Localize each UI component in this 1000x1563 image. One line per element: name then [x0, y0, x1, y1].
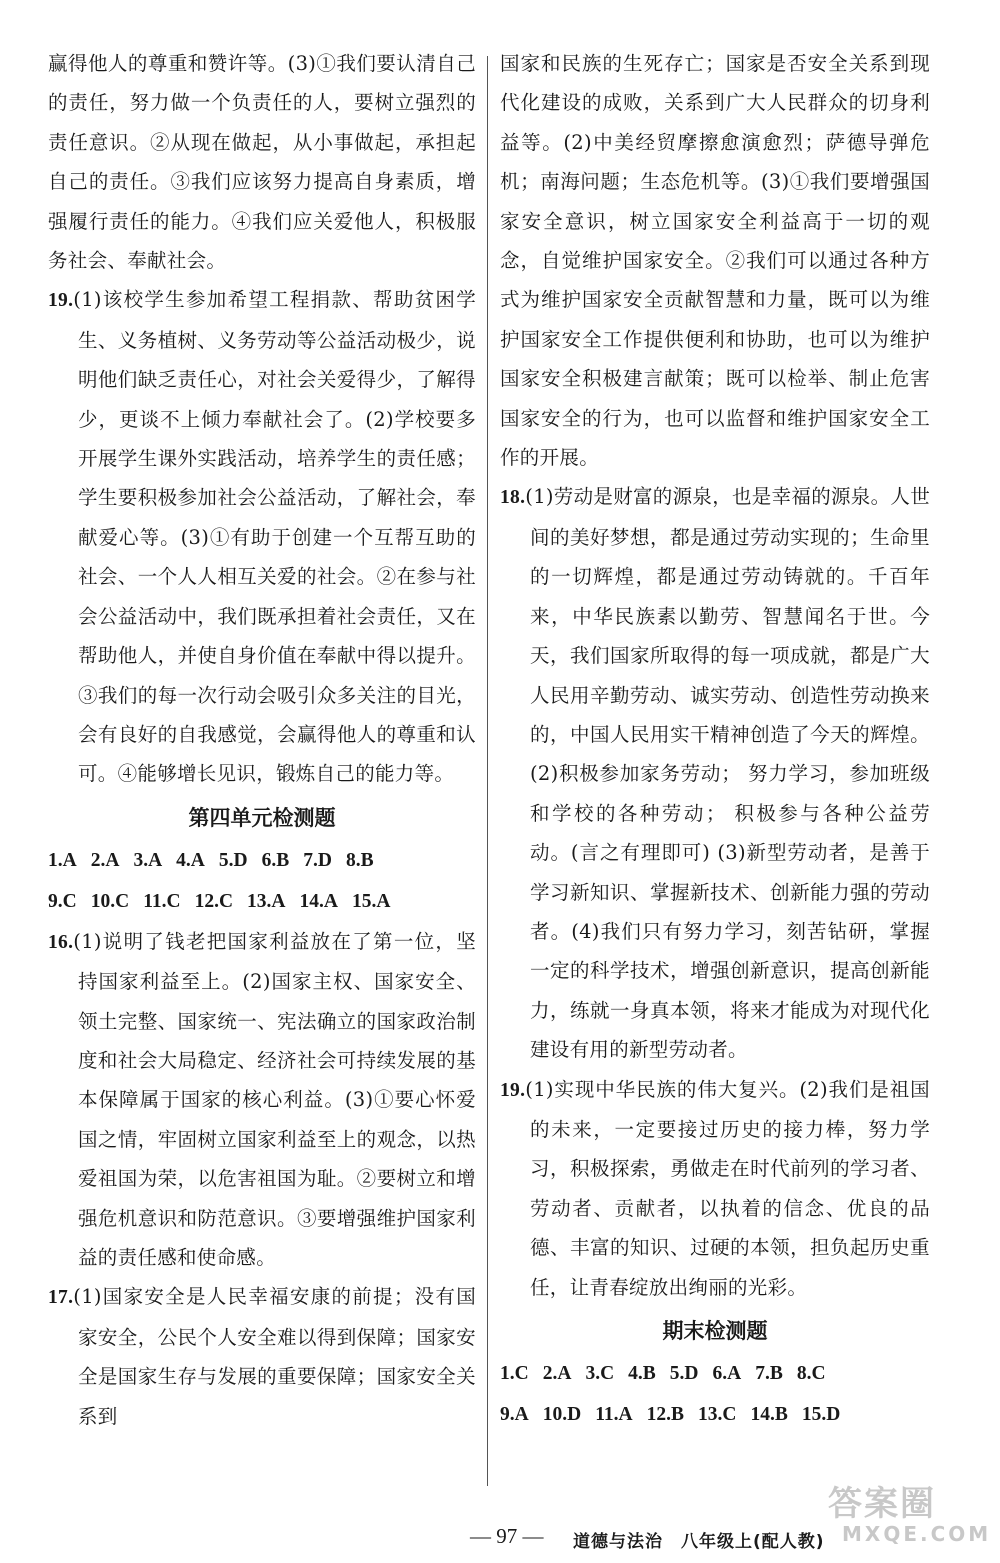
answer-key-item: 14.A [299, 890, 338, 912]
answer-key-item: 5.D [669, 1363, 699, 1384]
answer-key-item: 11.C [143, 890, 181, 912]
answer-key-item: 1.A [48, 849, 77, 871]
answer-key-item: 5.D [218, 849, 248, 871]
answer-key-row [48, 881, 476, 922]
answer-key-row [48, 840, 476, 881]
section-heading-final: 期末检测题 [662, 1319, 768, 1343]
question-number: 19. [500, 1079, 526, 1101]
answer-key-item: 1.C [500, 1363, 529, 1384]
answer-text: (1)劳动是财富的源泉，也是幸福的源泉。人世间的美好梦想，都是通过劳动实现的；生命里的一切辉煌，都是通过劳动铸就的。千百年来，中华民族素以勤劳、智慧闻名于世。今天，我们国家所取得的每一项成就，都是广大人民用辛勤劳动、诚实劳动、创造性劳动换来的，中国人民用实干精神创造了今天的辉煌。(2)积极参加家务劳动； 努力学习，参加班级和学校的各种劳动； 积极参与各种公益劳动。(言之有理即可) (3)新型劳动者，是善于学习新知识、掌握新技术、创新能力强的劳动者。(4)我们只有努力学习，刻苦钻研，掌握一定的科学技术，增强创新意识，提高创新能力，练就一身真本领，将来才能成为对现代化建设有用的新型劳动者。 [525, 485, 931, 1062]
answer-key-item: 9.C [48, 890, 77, 912]
answer-key-item: 6.B [261, 849, 290, 871]
right-column [500, 44, 930, 1435]
answer-key-item: 13.C [697, 1404, 737, 1425]
answer-key-item: 10.C [90, 890, 130, 912]
answer-key-row [500, 1353, 930, 1394]
answer-key-item: 2.A [90, 849, 120, 871]
question-19-answer [500, 1070, 930, 1307]
answer-key-item: 9.A [500, 1404, 529, 1425]
question-number: 16. [48, 931, 74, 953]
answer-key-item: 7.B [755, 1363, 783, 1384]
section-heading-unit4: 第四单元检测题 [188, 805, 336, 830]
question-19-answer [48, 280, 476, 793]
answer-key-item: 8.B [345, 849, 374, 871]
column-divider [487, 56, 488, 1486]
answer-key-item: 15.D [801, 1404, 841, 1425]
answer-key-item: 8.C [796, 1363, 826, 1384]
answer-key-row [500, 1394, 930, 1435]
answer-text: (1)该校学生参加希望工程捐款、帮助贫困学生、义务植树、义务劳动等公益活动极少，说明他们缺乏责任心，对社会关爱得少，了解得少，更谈不上倾力奉献社会了。(2)学校要多开展学生课外实践活动，培养学生的责任感；学生要积极参加社会公益活动，了解社会，奉献爱心等。(3)①有助于创建一个互帮互助的社会、一个人人相互关爱的社会。②在参与社会公益活动中，我们既承担着社会责任，又在帮助他人，并使自身价值在奉献中得以提升。③我们的每一次行动会吸引众多关注的目光，会有良好的自我感觉，会赢得他人的尊重和认可。④能够增长见识，锻炼自己的能力等。 [73, 288, 476, 786]
answer-key-item: 15.A [351, 890, 391, 912]
answer-key-item: 13.A [247, 890, 286, 912]
answer-key-item: 10.D [542, 1404, 582, 1425]
question-number: 18. [500, 487, 526, 509]
watermark-logo [828, 1484, 992, 1556]
question-18-answer [500, 477, 930, 1069]
answer-key-item: 12.B [646, 1404, 684, 1425]
answer-key-item: 7.D [303, 849, 332, 871]
question-16-answer [48, 922, 476, 1278]
answer-key-item: 3.A [133, 849, 163, 871]
answer-key-item: 4.A [176, 849, 205, 871]
answer-continuation: 赢得他人的尊重和赞许等。(3)①我们要认清自己的责任，努力做一个负责任的人，要树立强烈的责任意识。②从现在做起，从小事做起，承担起自己的责任。③我们应该努力提高自身素质，增强履行责任的能力。④我们应关爱他人，积极服务社会、奉献社会。 [48, 52, 476, 273]
left-column [48, 44, 476, 1436]
page-number: — 97 — [470, 1524, 544, 1548]
answer-key-item: 12.C [194, 890, 234, 912]
question-number: 19. [48, 290, 74, 312]
answer-key-item: 2.A [542, 1363, 572, 1384]
watermark-url: MXQE.COM [842, 1522, 992, 1546]
answer-key-item: 3.C [585, 1363, 615, 1384]
answer-text: (1)实现中华民族的伟大复兴。(2)我们是祖国的未来，一定要接过历史的接力棒，努力学习，积极探索，勇做走在时代前列的学习者、劳动者、贡献者，以执着的信念、优良的品德、丰富的知识、过硬的本领，担负起历史重任，让青春绽放出绚丽的光彩。 [525, 1077, 930, 1299]
answer-key-item: 14.B [750, 1404, 788, 1425]
answer-text: (1)国家安全是人民幸福安康的前提；没有国家安全，公民个人安全难以得到保障；国家安全是国家生存与发展的重要保障；国家安全关系到 [73, 1285, 476, 1428]
answer-continuation: 国家和民族的生死存亡；国家是否安全关系到现代化建设的成败，关系到广大人民群众的切身利益等。(2)中美经贸摩擦愈演愈烈；萨德导弹危机；南海问题；生态危机等。(3)①我们要增强国家安全意识，树立国家安全利益高于一切的观念，自觉维护国家安全。②我们可以通过各种方式为维护国家安全贡献智慧和力量，既可以为维护国家安全工作提供便利和协助，也可以为维护国家安全积极建言献策；既可以检举、制止危害国家安全的行为，也可以监督和维护国家安全工作的开展。 [500, 52, 930, 470]
book-title: 道德与法治 八年级上(配人教) [573, 1532, 825, 1552]
answer-key-item: 4.B [628, 1363, 656, 1384]
answer-key-item: 6.A [712, 1363, 742, 1384]
watermark-text: 答案圈 [828, 1484, 936, 1524]
answer-key-item: 11.A [595, 1404, 633, 1425]
question-17-answer [48, 1277, 476, 1436]
question-number: 17. [48, 1287, 74, 1309]
answer-text: (1)说明了钱老把国家利益放在了第一位，坚持国家利益至上。(2)国家主权、国家安全、领土完整、国家统一、宪法确立的国家政治制度和社会大局稳定、经济社会可持续发展的基本保障属于国家的核心利益。(3)①要心怀爱国之情，牢固树立国家利益至上的观念，以热爱祖国为荣，以危害祖国为耻。②要树立和增强危机意识和防范意识。③要增强维护国家利益的责任感和使命感。 [73, 929, 476, 1269]
